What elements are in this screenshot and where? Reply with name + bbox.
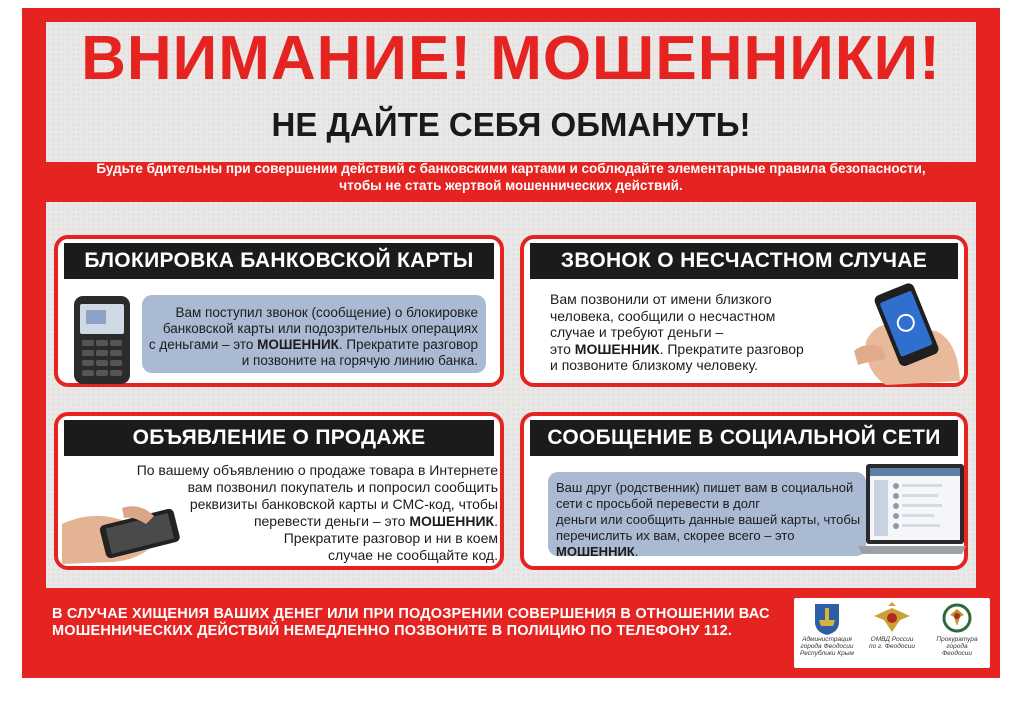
panel-title: БЛОКИРОВКА БАНКОВСКОЙ КАРТЫ [64,243,494,279]
logo-city-administration: Администрация города Феодосии Республики Крым [796,602,858,657]
panel-text: Вам позвонили от имени близкого человека, сообщили о несчастном случае и требуют деньги – это МОШЕННИК. Прекратите разговор и позвоните близкому человеку. [550,291,804,373]
poster [22,8,1000,678]
panel-text: Вам поступил звонок (сообщение) о блокировке банковской карты или подозрительных операциях с деньгами – это МОШЕННИК. Прекратите разговор и позвоните на горячую линию банка. [148,305,478,368]
panel-accident-call [520,235,968,387]
logos-strip [794,598,990,668]
laptop-icon [858,460,966,560]
intro-text [52,160,970,194]
panel-title: ОБЪЯВЛЕНИЕ О ПРОДАЖЕ [64,420,494,456]
panel-sale-ad [54,412,504,570]
intro-line-1: Будьте бдительны при совершении действий с банковскими картами и соблюдайте элементарные правила безопасности, [96,161,926,176]
panel-text: Ваш друг (родственник) пишет вам в социальной сети с просьбой перевести в долг деньги или сообщить данные вашей карты, чтобы перечислить их вам, скорее всего – это МОШЕННИК. [556,480,861,559]
poster-title: ВНИМАНИЕ! МОШЕННИКИ! [81,24,941,93]
fraudster-label: МОШЕННИК [257,337,339,352]
panels-area [46,202,976,588]
panel-text: По вашему объявлению о продаже товара в Интернете вам позвонил покупатель и попросил сообщить реквизиты банковской карты и СМС-код, чтобы перевести деньги – это МОШЕННИК. Прекратите разговор и ни в коем случае не сообщайте код. [136,462,498,563]
panel-social-message [520,412,968,570]
phone-icon [72,294,132,386]
police-eagle-icon [861,602,923,636]
header-area [46,22,976,162]
prosecutor-emblem-icon [926,602,988,636]
poster-subtitle: НЕ ДАЙТЕ СЕБЯ ОБМАНУТЬ! [271,106,751,143]
fraudster-label: МОШЕННИК [556,544,635,559]
footer-warning [52,606,770,640]
fraudster-label: МОШЕННИК [574,340,660,357]
footer-line-2: МОШЕННИЧЕСКИХ ДЕЙСТВИЙ НЕМЕДЛЕННО ПОЗВОНИТЕ В ПОЛИЦИЮ ПО ТЕЛЕФОНУ 112. [52,623,733,639]
logo-prosecutor: Прокуратура города Феодосии [926,602,988,657]
smartphone-hand-icon [846,281,964,385]
city-coat-of-arms-icon [796,602,858,636]
logo-police: ОМВД России по г. Феодосии [861,602,923,650]
fraudster-label: МОШЕННИК [409,513,495,529]
panel-title: СООБЩЕНИЕ В СОЦИАЛЬНОЙ СЕТИ [530,420,958,456]
intro-line-2: чтобы не стать жертвой мошеннических действий. [339,178,683,193]
panel-card-block [54,235,504,387]
panel-title: ЗВОНОК О НЕСЧАСТНОМ СЛУЧАЕ [530,243,958,279]
footer-line-1: В СЛУЧАЕ ХИЩЕНИЯ ВАШИХ ДЕНЕГ ИЛИ ПРИ ПОДОЗРЕНИИ СОВЕРШЕНИЯ В ОТНОШЕНИИ ВАС [52,606,770,622]
